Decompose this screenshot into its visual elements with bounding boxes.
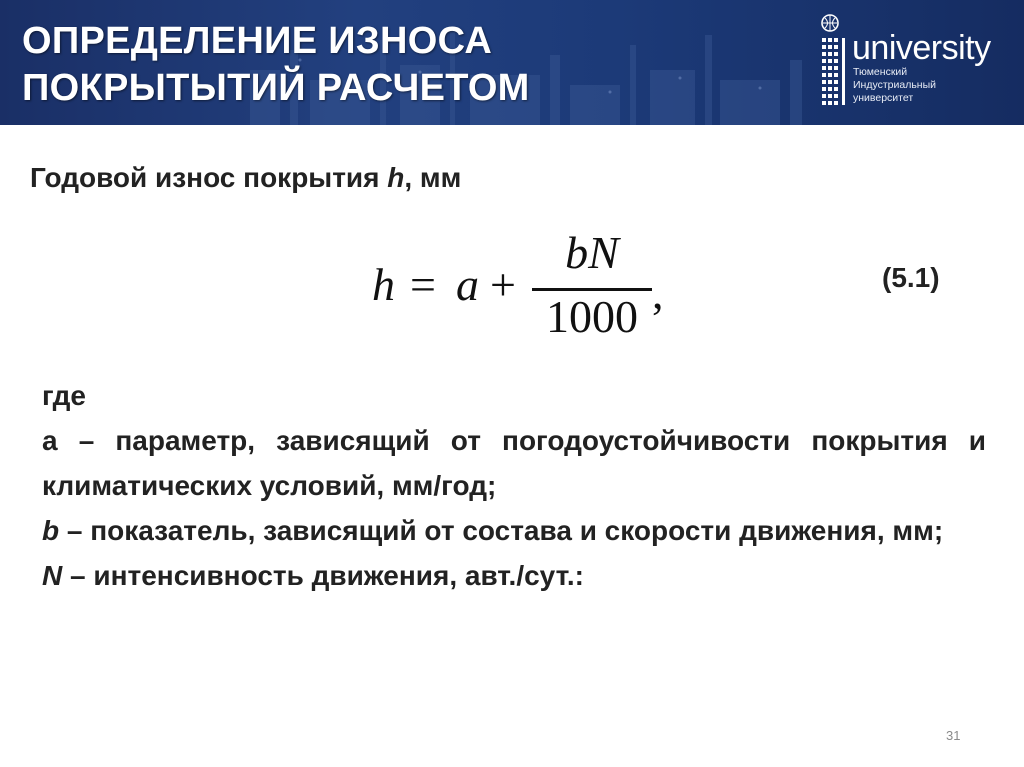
formula-comma: , [652,267,664,318]
logo-subtitle-line: Индустриальный [853,79,937,91]
intro-text: Годовой износ покрытия [30,162,388,193]
formula-equals: = [410,259,436,310]
definition-a-var: а [42,425,58,456]
logo-subtitle-line: Тюменский [853,66,908,78]
formula-plus: + [490,259,516,310]
slide-header [0,0,1024,125]
slide-title-line1: ОПРЕДЕЛЕНИЕ ИЗНОСА [22,20,493,62]
logo-subtitle [853,66,936,105]
definition-b-text: – показатель, зависящий от состава и скорости движения, мм; [59,515,944,546]
intro-line [30,162,461,194]
intro-variable: h [387,162,405,193]
definition-b [42,508,986,553]
formula-numerator: bN [565,227,619,278]
definition-n-text: – интенсивность движения, авт./сут.: [62,560,584,591]
definitions [42,373,986,598]
slide-title-line2: ПОКРЫТЫТИЙ РАСЧЕТОМ [22,67,530,109]
formula-lhs: h [372,259,395,310]
where-label: где [42,380,86,411]
wear-formula [372,226,672,346]
slide-title [22,18,530,112]
formula-a: a [456,259,479,310]
equation-number: (5.1) [882,262,940,293]
logo-wordmark: university [852,29,991,67]
definition-n-var: N [42,560,63,591]
definition-n [42,553,986,598]
logo-subtitle-line: университет [853,92,914,104]
formula-denominator: 1000 [546,291,638,342]
definition-a-text: – параметр, зависящий от погодоустойчивости покрытия и климатических условий, мм/год; [42,425,986,501]
page-number: 31 [946,728,961,743]
intro-unit: , мм [404,162,462,193]
definition-a [42,418,986,508]
definition-b-var: b [42,515,60,546]
